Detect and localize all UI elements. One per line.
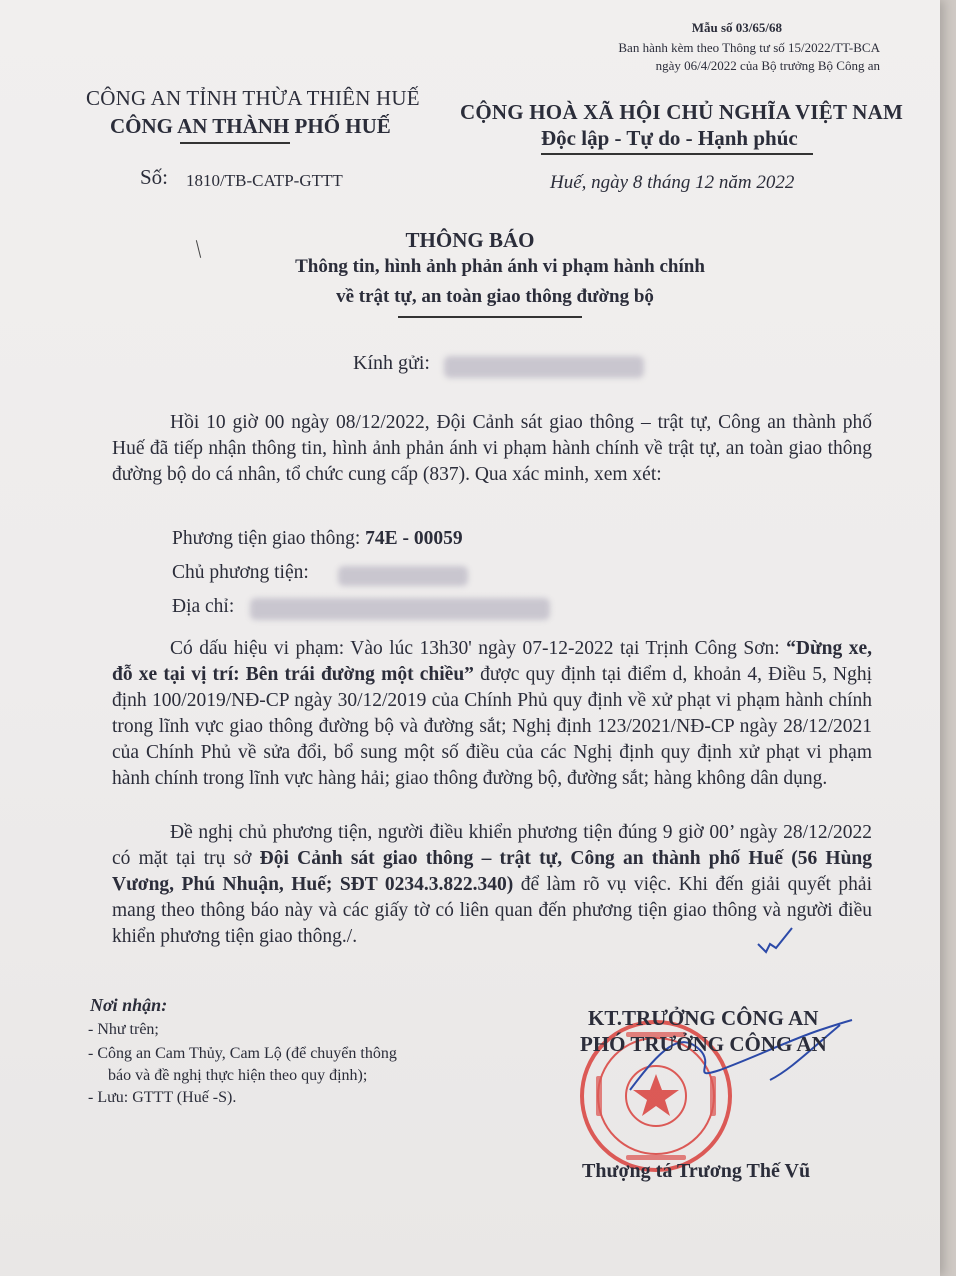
form-issued-line-1: Ban hành kèm theo Thông tư số 15/2022/TT-BCA [618, 40, 880, 55]
document-number-label: Số: [140, 165, 169, 189]
violation-legal-basis: được quy định tại điểm d, khoản 4, Điều 5, Nghị định 100/2019/NĐ-CP ngày 30/12/2019 của Chính Phủ quy định về xử phạt vi phạm hành chính trong lĩnh vực giao thông đường bộ và đường sắt; Nghị định 123/2021/NĐ-CP ngày 28/12/2021 của Chính Phủ về sửa đổi, bổ sung một số điều của các Nghị định quy định xử phạt vi phạm hành chính trong lĩnh vực hàng hải; giao thông đường bộ, đường sắt; hàng không dân dụng. [112, 664, 873, 789]
document-subtitle-1: Thông tin, hình ảnh phản ánh vi phạm hành chính [295, 256, 705, 277]
violation-description: “Dừng xe, đỗ xe tại vị trí: Bên trái đường một chiều” [112, 638, 872, 685]
vehicle-label: Phương tiện giao thông: [172, 528, 361, 549]
owner-label: Chủ phương tiện: [172, 562, 309, 583]
receiver-3: - Lưu: GTTT (Huế -S). [88, 1089, 237, 1106]
address-redacted [250, 598, 550, 620]
document-number: 1810/TB-CATP-GTTT [186, 171, 343, 190]
receiver-1: - Như trên; [88, 1021, 159, 1038]
violation-intro: Có dấu hiệu vi phạm: Vào lúc 13h30' ngày 07-12-2022 tại Trịnh Công Sơn: [170, 638, 780, 659]
document-title: THÔNG BÁO [405, 228, 535, 252]
receiver-2b: báo và đề nghị thực hiện theo quy định); [108, 1067, 368, 1084]
address-label: Địa chỉ: [172, 596, 235, 617]
org-unit: CÔNG AN THÀNH PHỐ HUẾ [110, 114, 391, 138]
nation-title: CỘNG HOÀ XÃ HỘI CHỦ NGHĨA VIỆT NAM [460, 100, 903, 124]
vehicle-field [172, 528, 463, 550]
form-issued-line-2: ngày 06/4/2022 của Bộ trưởng Bộ Công an [655, 58, 880, 73]
request-location: Đội Cảnh sát giao thông – trật tự, Công an thành phố Huế (56 Hùng Vương, Phú Nhuận, Huế; SĐT 0234.3.822.340) [112, 848, 873, 895]
motto: Độc lập - Tự do - Hạnh phúc [541, 126, 798, 150]
signer-name: Thượng tá Trương Thế Vũ [582, 1160, 811, 1182]
org-parent: CÔNG AN TỈNH THỪA THIÊN HUẾ [86, 86, 420, 110]
signature-title-2: PHÓ TRƯỞNG CÔNG AN [580, 1032, 827, 1056]
form-number: Mẫu số 03/65/68 [691, 20, 782, 35]
owner-name-redacted [338, 566, 468, 586]
document-subtitle-2: về trật tự, an toàn giao thông đường bộ [336, 286, 654, 307]
pen-check-icon [756, 926, 796, 956]
paragraph-received [112, 410, 872, 488]
receivers-heading: Nơi nhận: [90, 995, 168, 1015]
document-date: Huế, ngày 8 tháng 12 năm 2022 [550, 172, 795, 193]
signature-title-1: KT.TRƯỞNG CÔNG AN [588, 1006, 819, 1030]
receiver-2a: - Công an Cam Thủy, Cam Lộ (để chuyển thông [88, 1045, 397, 1062]
request-instruction: để làm rõ vụ việc. Khi đến giải quyết phải mang theo thông báo này và các giấy tờ có liên quan đến phương tiện giao thông và người điều khiển phương tiện giao thông./. [112, 874, 872, 947]
request-intro: Đề nghị chủ phương tiện, người điều khiển phương tiện đúng 9 giờ 00’ ngày 28/12/2022 có mặt tại trụ sở [112, 822, 872, 869]
address-field [172, 596, 234, 618]
recipient-name-redacted [444, 356, 644, 378]
org-underline [180, 142, 290, 144]
subtitle-underline [398, 316, 582, 318]
owner-field [172, 562, 309, 584]
paragraph-violation [112, 636, 872, 792]
recipient-label: Kính gửi: [353, 352, 430, 374]
paragraph-received-text: Hồi 10 giờ 00 ngày 08/12/2022, Đội Cảnh sát giao thông – trật tự, Công an thành phố Huế đã tiếp nhận thông tin, hình ảnh phản ánh vi phạm hành chính về trật tự, an toàn giao thông đường bộ do cá nhân, tổ chức cung cấp (837). Qua xác minh, xem xét: [112, 412, 872, 485]
motto-underline [541, 153, 813, 155]
vehicle-plate: 74E - 00059 [365, 528, 463, 549]
